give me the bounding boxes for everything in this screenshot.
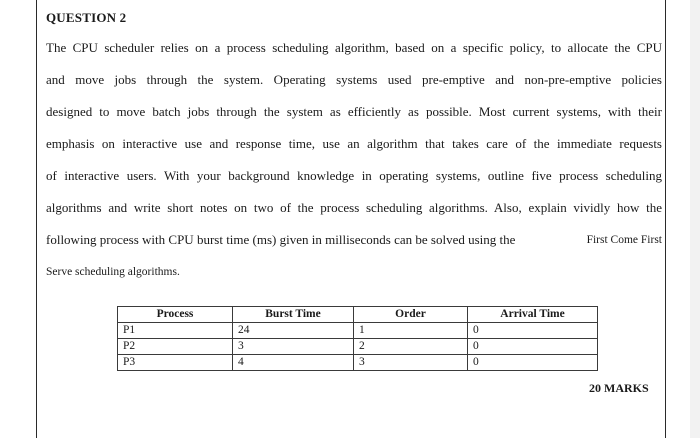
cell-order: 2 — [354, 339, 468, 355]
cell-process: P3 — [118, 355, 233, 371]
cell-order: 3 — [354, 355, 468, 371]
cell-burst-time: 3 — [233, 339, 354, 355]
paragraph-line-3: designed to move batch jobs through the system as efficiently as possible. Most current systems, with their — [46, 104, 662, 119]
cell-arrival-time: 0 — [468, 355, 598, 371]
cell-process: P1 — [118, 323, 233, 339]
fcfs-term: First Come First — [586, 234, 662, 246]
paragraph-line-5: of interactive users. With your background knowledge in operating systems, outline five process scheduling — [46, 168, 662, 183]
header-burst-time: Burst Time — [233, 307, 354, 323]
cell-arrival-time: 0 — [468, 323, 598, 339]
header-process: Process — [118, 307, 233, 323]
paragraph-line-8: Serve scheduling algorithms. — [46, 266, 180, 278]
paragraph-line-6: algorithms and write short notes on two of the process scheduling algorithms. Also, explain vividly how the — [46, 200, 662, 215]
question-title: QUESTION 2 — [46, 10, 127, 25]
marks-label: 20 MARKS — [589, 381, 649, 395]
paragraph-line-2: and move jobs through the system. Operating systems used pre-emptive and non-pre-emptive policies — [46, 72, 662, 87]
cell-order: 1 — [354, 323, 468, 339]
paragraph-line-7-text: following process with CPU burst time (ms) given in milliseconds can be solved using the — [46, 232, 516, 247]
paragraph-line-7 — [46, 232, 662, 248]
process-table — [117, 306, 598, 371]
table-header-row — [118, 307, 598, 323]
document-right-border — [665, 0, 666, 438]
cell-burst-time: 24 — [233, 323, 354, 339]
document-left-border — [36, 0, 37, 438]
cell-process: P2 — [118, 339, 233, 355]
table-row — [118, 339, 598, 355]
cell-arrival-time: 0 — [468, 339, 598, 355]
header-order: Order — [354, 307, 468, 323]
table-row — [118, 323, 598, 339]
paragraph-line-1: The CPU scheduler relies on a process scheduling algorithm, based on a specific policy, to allocate the CPU — [46, 40, 662, 55]
header-arrival-time: Arrival Time — [468, 307, 598, 323]
table-row — [118, 355, 598, 371]
paragraph-line-4: emphasis on interactive use and response time, use an algorithm that takes care of the immediate requests — [46, 136, 662, 151]
page-edge — [690, 0, 700, 438]
cell-burst-time: 4 — [233, 355, 354, 371]
